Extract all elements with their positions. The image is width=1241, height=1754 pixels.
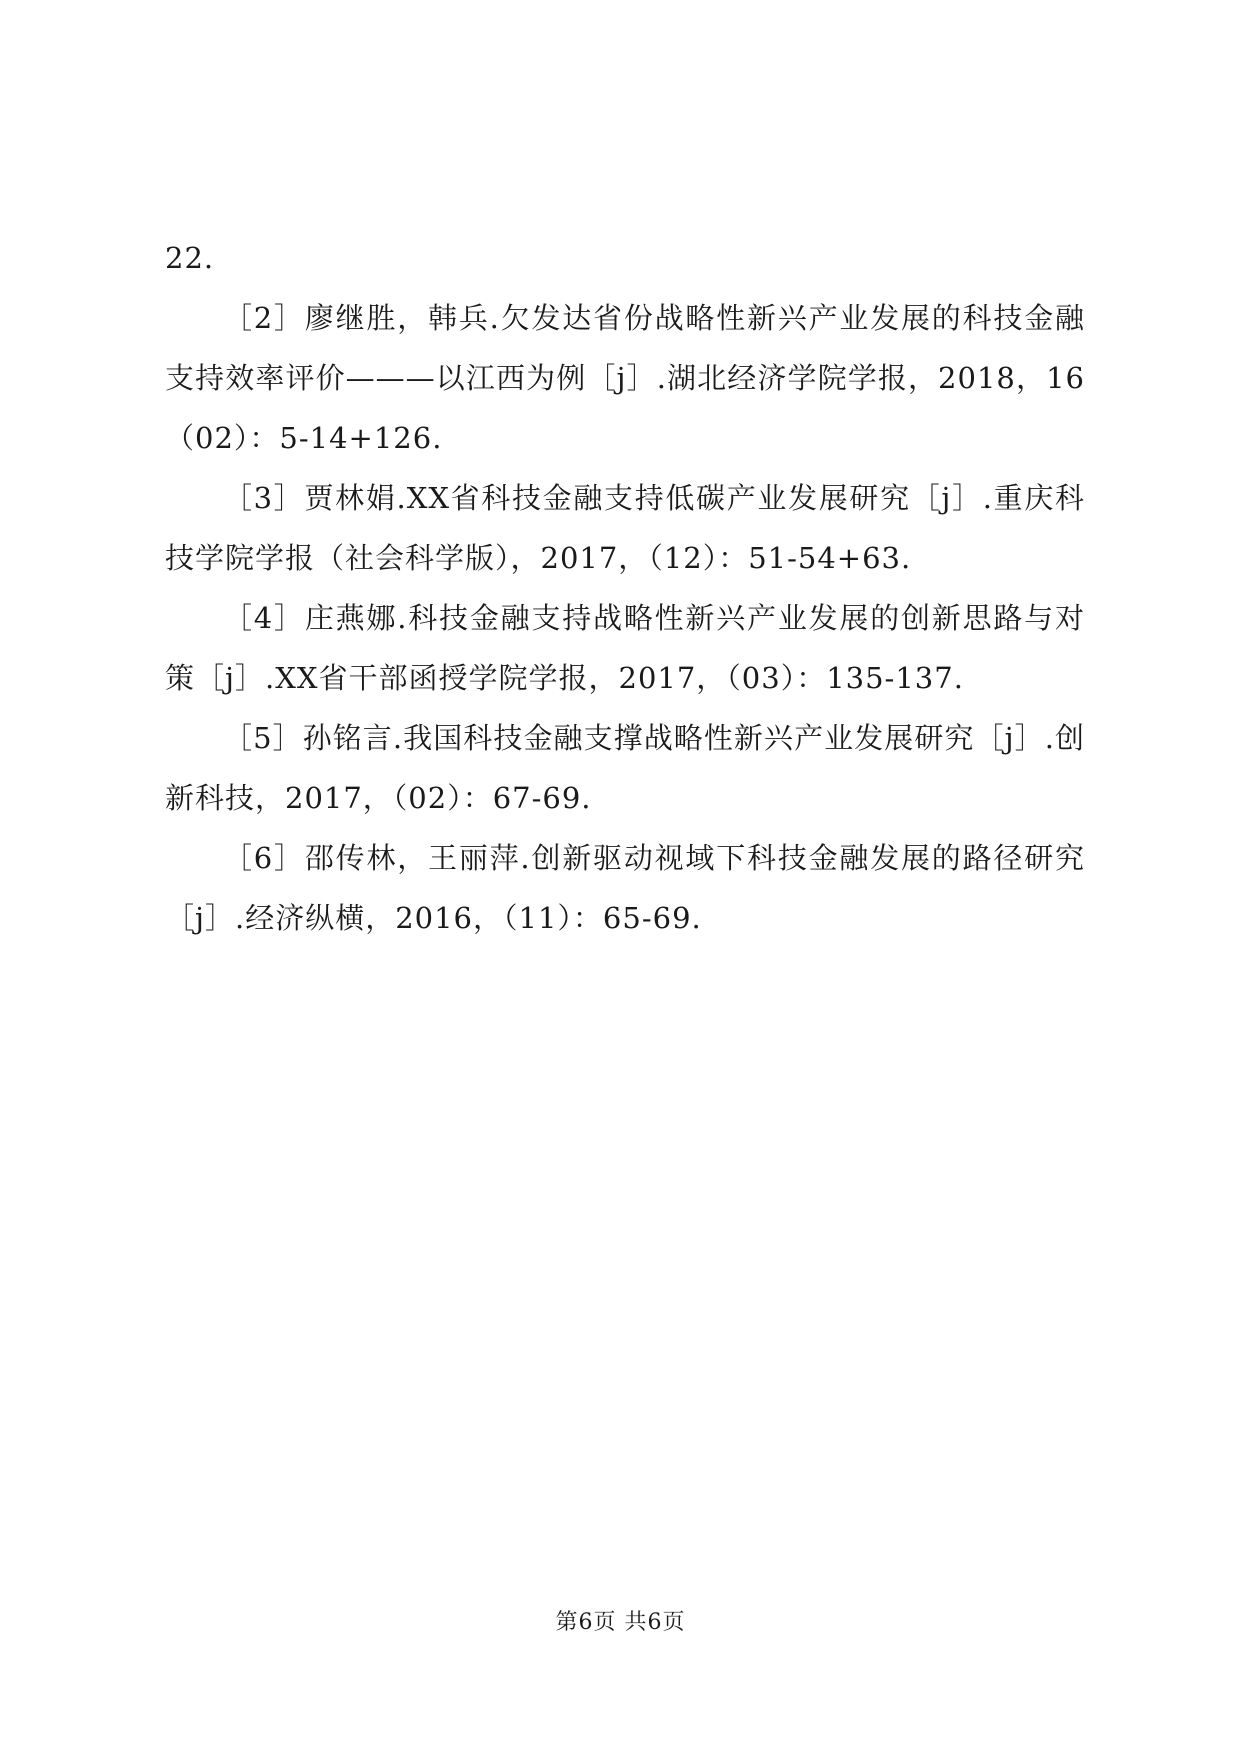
- reference-item-2: ［2］廖继胜，韩兵.欠发达省份战略性新兴产业发展的科技金融支持效率评价———以江西为例［j］.湖北经济学院学报，2018，16（02）：5-14+126.: [165, 301, 1085, 455]
- reference-item-3: ［3］贾林娟.XX省科技金融支持低碳产业发展研究［j］.重庆科技学院学报（社会科学版），2017，（12）：51-54+63.: [165, 481, 1085, 575]
- reference-item-4: ［4］庄燕娜.科技金融支持战略性新兴产业发展的创新思路与对策［j］.XX省干部函授学院学报，2017，（03）：135-137.: [165, 601, 1085, 695]
- reference-item-5: ［5］孙铭言.我国科技金融支撑战略性新兴产业发展研究［j］.创新科技，2017，（02）：67-69.: [165, 721, 1085, 815]
- reference-continuation: 22.: [165, 241, 215, 275]
- reference-item-6: ［6］邵传林，王丽萍.创新驱动视域下科技金融发展的路径研究［j］.经济纵横，2016，（11）：65-69.: [165, 841, 1085, 935]
- page-number-footer: 第6页 共6页: [555, 1610, 686, 1635]
- reference-list: [165, 228, 1085, 948]
